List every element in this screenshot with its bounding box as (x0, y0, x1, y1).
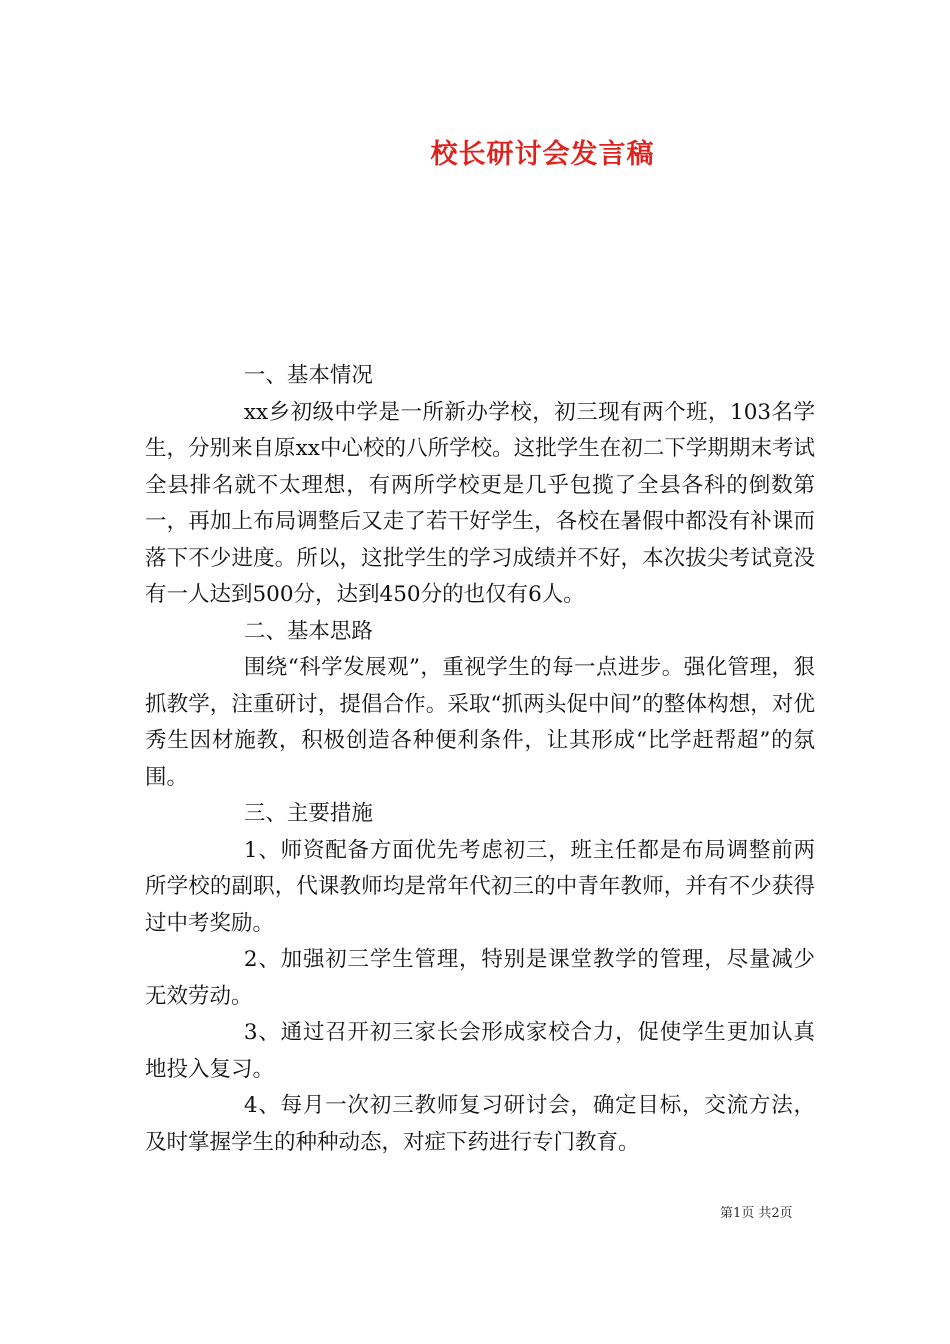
section-heading: 二、基本思路 (243, 618, 373, 644)
list-item: 2、加强初三学生管理，特别是课堂教学的管理，尽量减少无效劳动。 (145, 947, 815, 1009)
section-heading: 一、基本情况 (243, 363, 373, 388)
page-number: 第1页 共2页 (720, 1206, 793, 1221)
section-heading: 三、主要措施 (243, 801, 373, 826)
body-paragraph: xx乡初级中学是一所新办学校，初三现有两个班，103名学生，分别来自原xx中心校的八所学校。这批学生在初二下学期期末考试全县排名就不太理想，有两所学校更是几乎包揽了全县各科的倒数第一，再加上布局调整后又走了若干好学生，各校在暑假中都没有补课而落下不少进度。所以，这批学生的学习成绩并不好，本次拔尖考试竟没有一人达到500分，达到450分的也仅有6人。 (145, 399, 815, 607)
list-item: 1、师资配备方面优先考虑初三，班主任都是布局调整前两所学校的副职，代课教师均是常年代初三的中青年教师，并有不少获得过中考奖励。 (145, 837, 815, 936)
document-title: 校长研讨会发言稿 (430, 139, 655, 170)
body-paragraph: 围绕“科学发展观”，重视学生的每一点进步。强化管理，狠抓教学，注重研讨，提倡合作。采取“抓两头促中间”的整体构想，对优秀生因材施教，积极创造各种便利条件，让其形成“比学赶帮超”的氛围。 (145, 655, 815, 790)
list-item: 3、通过召开初三家长会形成家校合力，促使学生更加认真地投入复习。 (145, 1020, 815, 1082)
document-body (145, 358, 815, 1161)
list-item: 4、每月一次初三教师复习研讨会，确定目标，交流方法，及时掌握学生的种种动态，对症下药进行专门教育。 (145, 1093, 815, 1155)
